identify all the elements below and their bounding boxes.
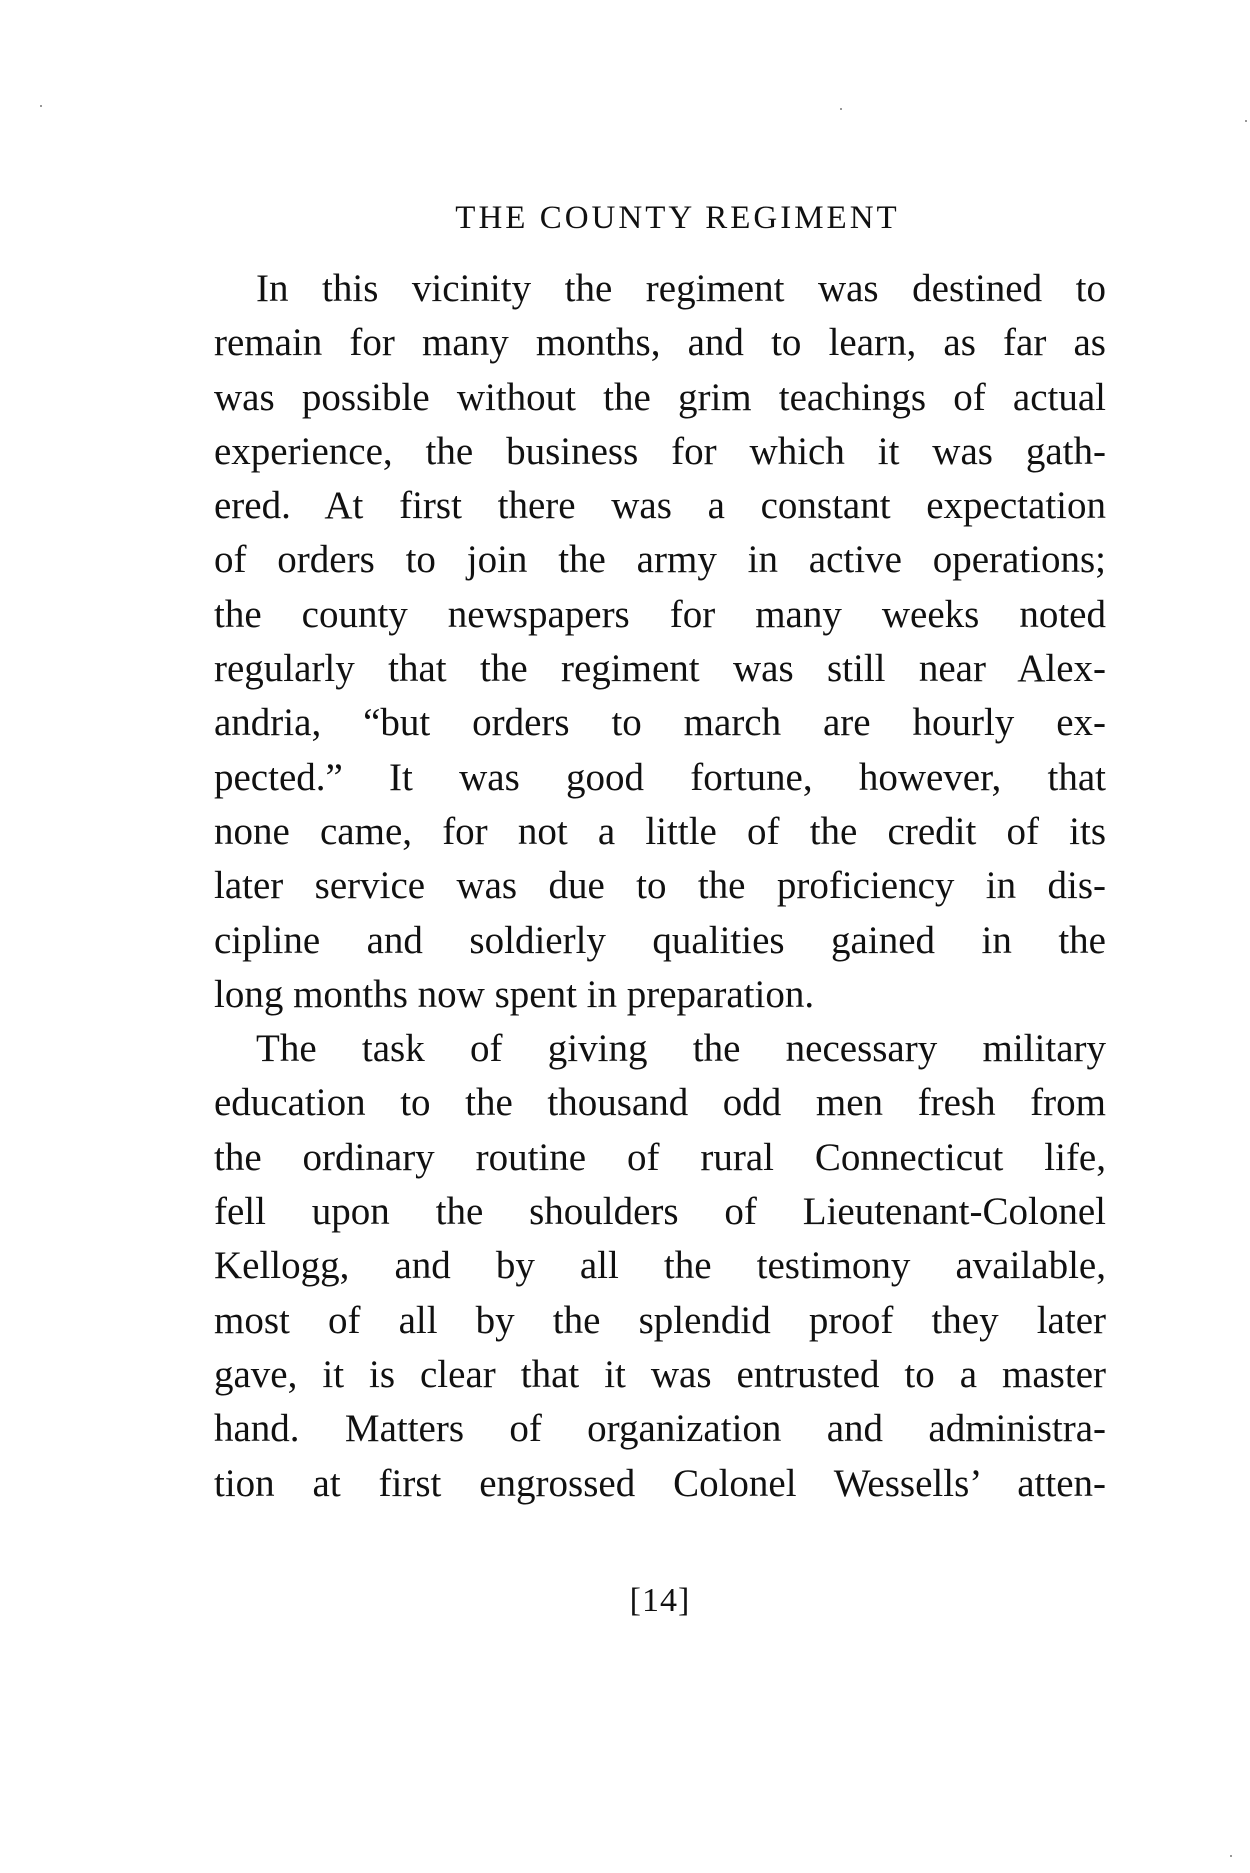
text-line: most of all by the splendid proof they later [214,1298,1106,1342]
text-line: none came, for not a little of the credit of its [214,809,1106,853]
scan-speck [840,108,842,110]
text-line: of orders to join the army in active operations; [214,538,1106,582]
scan-speck [1230,1855,1232,1857]
text-line: The task of giving the necessary military [256,1027,1106,1071]
text-line: was possible without the grim teachings of actual [214,375,1106,419]
text-line: hand. Matters of organization and administra- [214,1407,1106,1451]
scan-speck [1245,120,1247,122]
text-line: Kellogg, and by all the testimony available, [214,1244,1106,1288]
text-line: education to the thousand odd men fresh from [214,1081,1106,1125]
page-number: [14] [629,1582,691,1619]
text-line: tion at first engrossed Colonel Wessells’ atten- [214,1461,1106,1505]
text-line: gave, it is clear that it was entrusted to a master [214,1352,1106,1396]
text-line: ered. At first there was a constant expectation [214,484,1106,528]
running-title: THE COUNTY REGIMENT [455,200,900,236]
text-line: the ordinary routine of rural Connecticut life, [214,1135,1106,1179]
text-line: the county newspapers for many weeks noted [214,592,1106,636]
text-line: andria, “but orders to march are hourly ex- [214,701,1106,745]
text-line: experience, the business for which it was gath- [214,429,1106,473]
text-line: fell upon the shoulders of Lieutenant-Colonel [214,1190,1106,1234]
text-line: long months now spent in preparation. [214,972,815,1016]
scan-speck [40,105,42,107]
text-line: remain for many months, and to learn, as far as [214,321,1106,365]
body-text [214,262,1106,1511]
text-line: regularly that the regiment was still near Alex- [214,647,1106,691]
text-line: pected.” It was good fortune, however, that [214,755,1106,799]
text-line: In this vicinity the regiment was destined to [256,267,1106,310]
text-line: later service was due to the proficiency in dis- [214,864,1106,908]
text-line: cipline and soldierly qualities gained in the [214,918,1106,962]
